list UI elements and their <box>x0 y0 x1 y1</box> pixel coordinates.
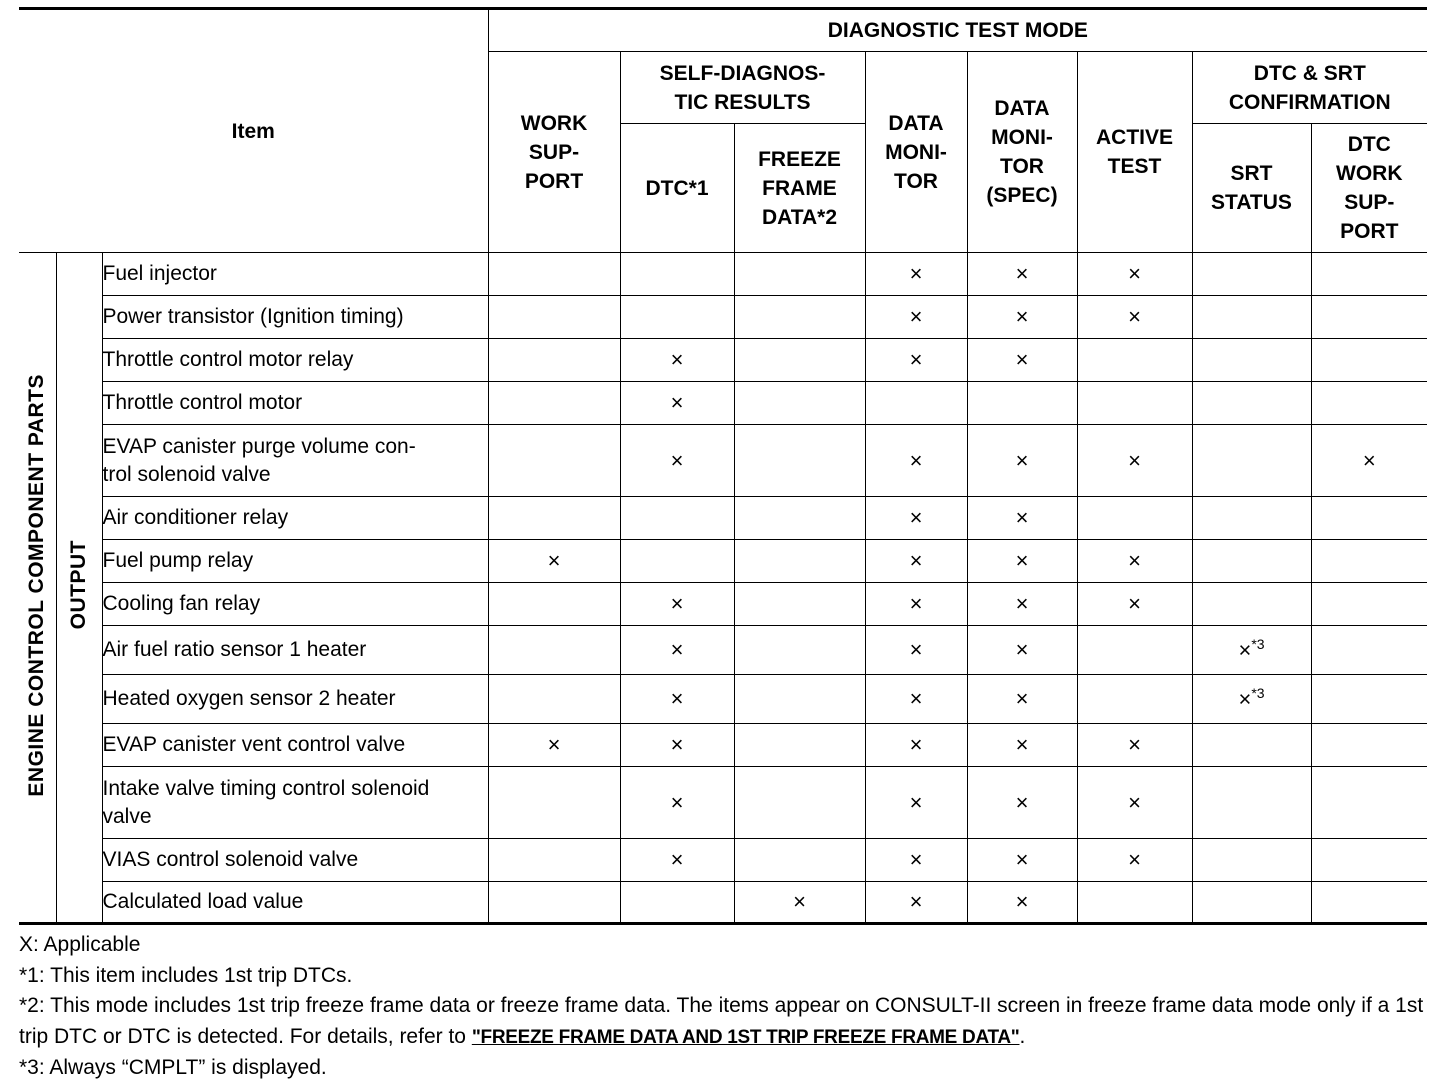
active-test-header <box>1077 52 1192 253</box>
header-line: ACTIVE <box>1095 126 1173 149</box>
header-line: DTC & SRT <box>1253 61 1366 85</box>
data-monitor-cell <box>865 839 967 882</box>
freeze-frame-cell <box>734 339 865 382</box>
work-support-cell <box>488 339 620 382</box>
freeze-frame-cell <box>734 253 865 296</box>
item-name-cell <box>102 382 488 425</box>
srt-status-cell <box>1192 497 1311 540</box>
diagnostic-test-mode-header: DIAGNOSTIC TEST MODE <box>488 9 1427 52</box>
applicable-mark: × <box>1015 732 1029 757</box>
data-monitor-cell <box>865 382 967 425</box>
data-monitor-spec-cell <box>967 675 1077 724</box>
header-line: WORK <box>1336 162 1403 185</box>
item-name: Air fuel ratio sensor 1 heater <box>102 638 367 661</box>
applicable-mark: × <box>909 304 923 329</box>
applicable-mark: × <box>670 591 684 616</box>
srt-status-cell <box>1192 425 1311 497</box>
srt-status-cell <box>1192 382 1311 425</box>
item-name-cell <box>102 425 488 497</box>
srt-status-cell <box>1192 882 1311 924</box>
applicable-mark: × <box>1015 304 1029 329</box>
work-support-cell <box>488 882 620 924</box>
applicable-mark: × <box>909 261 923 286</box>
applicable-mark: × <box>1128 447 1141 473</box>
header-line: DATA <box>888 111 944 135</box>
applicable-mark: × <box>1015 548 1029 573</box>
item-name: Power transistor (Ignition timing) <box>102 305 404 328</box>
note-2-text: *2: This mode includes 1st trip freeze frame data or freeze frame data. The items appear on CONSULT-II screen in freeze frame data mode only if a 1st trip DTC or DTC is detected. For details, refer to <box>19 994 1424 1048</box>
srt-status-cell <box>1192 253 1311 296</box>
item-name: Heated oxygen sensor 2 heater <box>102 687 396 710</box>
item-name: Throttle control motor relay <box>102 348 354 371</box>
item-name-cell <box>102 339 488 382</box>
header-line: SUP- <box>1344 191 1395 214</box>
applicable-mark: × <box>909 686 923 711</box>
table-row <box>19 497 1427 540</box>
applicable-mark: × <box>909 732 923 757</box>
applicable-mark: × <box>1015 686 1029 711</box>
data-monitor-spec-cell <box>967 382 1077 425</box>
active-test-cell <box>1077 339 1192 382</box>
active-test-cell <box>1077 382 1192 425</box>
dtc-cell <box>620 675 734 724</box>
freeze-frame-data-reference-link[interactable]: "FREEZE FRAME DATA AND 1ST TRIP FREEZE FRAME DATA" <box>471 1026 1020 1048</box>
header-line: TEST <box>1107 155 1162 178</box>
applicable-mark: × <box>1128 789 1141 815</box>
header-line: WORK <box>520 111 588 135</box>
dtc-cell <box>620 540 734 583</box>
header-line: MONI- <box>885 140 947 164</box>
table-row <box>19 296 1427 339</box>
applicable-mark: × <box>1128 591 1141 616</box>
data-monitor-cell <box>865 425 967 497</box>
item-name-cell <box>102 626 488 675</box>
header-line: (SPEC) <box>986 184 1058 207</box>
srt-status-cell <box>1192 540 1311 583</box>
data-monitor-spec-cell <box>967 583 1077 626</box>
data-monitor-cell <box>865 253 967 296</box>
applicable-mark: × <box>1238 637 1252 663</box>
applicable-mark: × <box>909 347 923 372</box>
header-line: TOR <box>1000 155 1044 178</box>
freeze-frame-cell <box>734 583 865 626</box>
active-test-cell <box>1077 296 1192 339</box>
data-monitor-spec-cell <box>967 626 1077 675</box>
srt-status-cell <box>1192 626 1311 675</box>
dtc-work-support-cell <box>1311 339 1427 382</box>
data-monitor-spec-cell <box>967 253 1077 296</box>
active-test-cell <box>1077 724 1192 767</box>
srt-status-cell <box>1192 583 1311 626</box>
table-row <box>19 675 1427 724</box>
data-monitor-cell <box>865 339 967 382</box>
applicable-mark: × <box>547 732 561 757</box>
note-3: *3: Always “CMPLT” is displayed. <box>19 1056 327 1079</box>
note-2 <box>19 991 1427 1053</box>
active-test-cell <box>1077 497 1192 540</box>
data-monitor-spec-cell <box>967 497 1077 540</box>
item-name: Calculated load value <box>102 890 304 913</box>
subcategory-label: OUTPUT <box>67 540 90 630</box>
table-row <box>19 724 1427 767</box>
diagnostic-test-mode-table <box>19 7 1427 925</box>
freeze-frame-cell <box>734 382 865 425</box>
applicable-mark: × <box>909 505 923 530</box>
header-line: TIC RESULTS <box>674 90 811 114</box>
dtc-work-support-cell <box>1311 724 1427 767</box>
applicable-mark: × <box>909 889 923 914</box>
item-name: Fuel pump relay <box>102 549 254 572</box>
applicable-mark: × <box>1015 347 1029 372</box>
dtc-cell <box>620 339 734 382</box>
item-name-cell <box>102 583 488 626</box>
dtc-cell <box>620 425 734 497</box>
header-line: CONFIRMATION <box>1228 90 1391 114</box>
dtc-work-support-cell <box>1311 767 1427 839</box>
applicable-mark: × <box>670 390 684 415</box>
dtc-work-support-cell <box>1311 540 1427 583</box>
data-monitor-spec-cell <box>967 839 1077 882</box>
note-2-end: . <box>1019 1024 1026 1048</box>
category-label: ENGINE CONTROL COMPONENT PARTS <box>25 373 49 797</box>
work-support-cell <box>488 839 620 882</box>
work-support-cell <box>488 382 620 425</box>
data-monitor-cell <box>865 296 967 339</box>
header-line: SUP- <box>528 140 580 164</box>
applicable-mark: × <box>909 789 923 815</box>
dtc-cell <box>620 296 734 339</box>
dtc-work-support-cell <box>1311 626 1427 675</box>
applicable-mark: × <box>909 548 923 573</box>
dtc-cell <box>620 583 734 626</box>
applicable-mark: × <box>909 637 923 662</box>
note-1: *1: This item includes 1st trip DTCs. <box>19 963 353 987</box>
applicable-mark: × <box>1015 261 1029 286</box>
freeze-frame-cell <box>734 767 865 839</box>
srt-status-cell <box>1192 724 1311 767</box>
dtc-work-support-cell <box>1311 497 1427 540</box>
table-row <box>19 253 1427 296</box>
applicable-mark: × <box>670 447 684 473</box>
data-monitor-cell <box>865 583 967 626</box>
freeze-frame-cell <box>734 626 865 675</box>
work-support-cell <box>488 497 620 540</box>
table-row <box>19 583 1427 626</box>
item-name-cell <box>102 253 488 296</box>
applicable-mark: × <box>670 789 684 815</box>
freeze-frame-cell <box>734 839 865 882</box>
work-support-cell <box>488 724 620 767</box>
freeze-frame-cell <box>734 724 865 767</box>
work-support-cell <box>488 583 620 626</box>
item-name: Air conditioner relay <box>102 506 289 529</box>
dtc1-header: DTC*1 <box>620 124 734 253</box>
data-monitor-cell <box>865 767 967 839</box>
dtc-work-support-cell <box>1311 425 1427 497</box>
item-name: EVAP canister purge volume con- <box>102 434 416 458</box>
dtc-srt-confirmation-header <box>1192 52 1427 124</box>
item-name-cell <box>102 497 488 540</box>
applicable-mark: × <box>1128 732 1141 757</box>
table-row <box>19 382 1427 425</box>
dtc-work-support-cell <box>1311 882 1427 924</box>
srt-status-cell <box>1192 839 1311 882</box>
active-test-cell <box>1077 882 1192 924</box>
work-support-cell <box>488 425 620 497</box>
data-monitor-spec-cell <box>967 724 1077 767</box>
note-applicable: X: Applicable <box>19 933 141 956</box>
applicable-mark: × <box>1015 637 1029 662</box>
data-monitor-spec-cell <box>967 339 1077 382</box>
work-support-cell <box>488 296 620 339</box>
active-test-cell <box>1077 626 1192 675</box>
dtc-cell <box>620 882 734 924</box>
freeze-frame-cell <box>734 296 865 339</box>
data-monitor-cell <box>865 626 967 675</box>
item-name-cell <box>102 296 488 339</box>
data-monitor-spec-cell <box>967 540 1077 583</box>
work-support-cell <box>488 675 620 724</box>
header-line: FREEZE <box>758 147 841 171</box>
srt-status-header <box>1192 124 1311 253</box>
item-name-cell <box>102 839 488 882</box>
freeze-frame-cell <box>734 675 865 724</box>
applicable-mark: × <box>1015 505 1029 530</box>
data-monitor-cell <box>865 882 967 924</box>
data-monitor-cell <box>865 724 967 767</box>
applicable-mark: × <box>1128 261 1141 286</box>
work-support-cell <box>488 540 620 583</box>
data-monitor-cell <box>865 675 967 724</box>
table-row <box>19 425 1427 497</box>
work-support-cell <box>488 767 620 839</box>
item-name: Intake valve timing control solenoid <box>102 776 430 800</box>
data-monitor-cell <box>865 497 967 540</box>
header-line: TOR <box>894 169 938 193</box>
header-line: STATUS <box>1211 191 1292 214</box>
subcategory-label-cell <box>56 253 102 924</box>
dtc-cell <box>620 626 734 675</box>
applicable-mark: × <box>1015 847 1029 872</box>
active-test-cell <box>1077 839 1192 882</box>
header-line: DATA <box>994 97 1050 120</box>
applicable-mark: × <box>1362 447 1376 473</box>
active-test-cell <box>1077 675 1192 724</box>
table-row <box>19 882 1427 924</box>
dtc-work-support-cell <box>1311 583 1427 626</box>
item-name: VIAS control solenoid valve <box>102 848 359 871</box>
applicable-mark: × <box>1128 548 1141 573</box>
work-support-cell <box>488 253 620 296</box>
applicable-mark: × <box>547 548 561 573</box>
item-header: Item <box>19 9 488 253</box>
applicable-mark: × <box>1015 447 1029 473</box>
freeze-frame-data-header <box>734 124 865 253</box>
item-name: Fuel injector <box>102 262 217 285</box>
applicable-mark: × <box>670 637 684 662</box>
applicable-mark: × <box>1015 789 1029 815</box>
dtc-work-support-cell <box>1311 253 1427 296</box>
item-name: Throttle control motor <box>102 391 303 414</box>
item-name-cell <box>102 882 488 924</box>
footnotes <box>19 930 1427 1084</box>
self-diagnostic-results-header <box>620 52 865 124</box>
data-monitor-spec-cell <box>967 296 1077 339</box>
table-row <box>19 767 1427 839</box>
header-line: PORT <box>524 169 584 193</box>
category-label-cell <box>19 253 56 924</box>
freeze-frame-cell <box>734 425 865 497</box>
applicable-mark: × <box>793 889 806 914</box>
applicable-mark: × <box>1015 591 1029 616</box>
dtc-work-support-cell <box>1311 296 1427 339</box>
dtc-cell <box>620 497 734 540</box>
active-test-cell <box>1077 425 1192 497</box>
freeze-frame-cell <box>734 882 865 924</box>
work-support-cell <box>488 626 620 675</box>
table-row <box>19 839 1427 882</box>
header-line: DATA*2 <box>761 205 838 229</box>
active-test-cell <box>1077 767 1192 839</box>
item-name: Cooling fan relay <box>102 592 261 615</box>
data-monitor-cell <box>865 540 967 583</box>
dtc-work-support-cell <box>1311 839 1427 882</box>
applicable-mark: × <box>1128 847 1141 872</box>
data-monitor-spec-cell <box>967 882 1077 924</box>
srt-status-cell <box>1192 767 1311 839</box>
dtc-cell <box>620 253 734 296</box>
table-row <box>19 339 1427 382</box>
work-support-header <box>488 52 620 253</box>
item-name: trol solenoid valve <box>102 462 271 486</box>
footnote-3-marker: *3 <box>1251 636 1265 653</box>
header-line: SRT <box>1230 162 1273 185</box>
active-test-cell <box>1077 540 1192 583</box>
header-line: DTC <box>1347 133 1391 156</box>
data-monitor-header <box>865 52 967 253</box>
freeze-frame-cell <box>734 540 865 583</box>
diagnostic-mode-document <box>19 7 1427 1084</box>
srt-status-cell <box>1192 339 1311 382</box>
dtc-cell <box>620 839 734 882</box>
dtc-cell <box>620 724 734 767</box>
dtc-cell <box>620 382 734 425</box>
header-line: SELF-DIAGNOS- <box>659 61 826 85</box>
dtc-work-support-header <box>1311 124 1427 253</box>
item-name: EVAP canister vent control valve <box>102 733 406 756</box>
data-monitor-spec-cell <box>967 425 1077 497</box>
footnote-3-marker: *3 <box>1251 685 1265 702</box>
applicable-mark: × <box>670 847 684 872</box>
applicable-mark: × <box>670 732 684 757</box>
item-name-cell <box>102 675 488 724</box>
item-name-cell <box>102 540 488 583</box>
applicable-mark: × <box>670 347 684 372</box>
srt-status-cell <box>1192 675 1311 724</box>
item-name: valve <box>102 804 152 828</box>
dtc-cell <box>620 767 734 839</box>
applicable-mark: × <box>1128 304 1141 329</box>
header-line: MONI- <box>991 126 1053 149</box>
item-name-cell <box>102 767 488 839</box>
applicable-mark: × <box>1015 889 1029 914</box>
active-test-cell <box>1077 253 1192 296</box>
dtc-work-support-cell <box>1311 675 1427 724</box>
applicable-mark: × <box>909 447 923 473</box>
applicable-mark: × <box>670 686 684 711</box>
header-line: FRAME <box>762 176 837 200</box>
table-row <box>19 626 1427 675</box>
applicable-mark: × <box>1238 686 1252 712</box>
data-monitor-spec-header <box>967 52 1077 253</box>
active-test-cell <box>1077 583 1192 626</box>
applicable-mark: × <box>909 847 923 872</box>
table-row <box>19 540 1427 583</box>
freeze-frame-cell <box>734 497 865 540</box>
item-name-cell <box>102 724 488 767</box>
dtc-work-support-cell <box>1311 382 1427 425</box>
data-monitor-spec-cell <box>967 767 1077 839</box>
header-line: PORT <box>1340 220 1399 243</box>
srt-status-cell <box>1192 296 1311 339</box>
applicable-mark: × <box>909 591 923 616</box>
